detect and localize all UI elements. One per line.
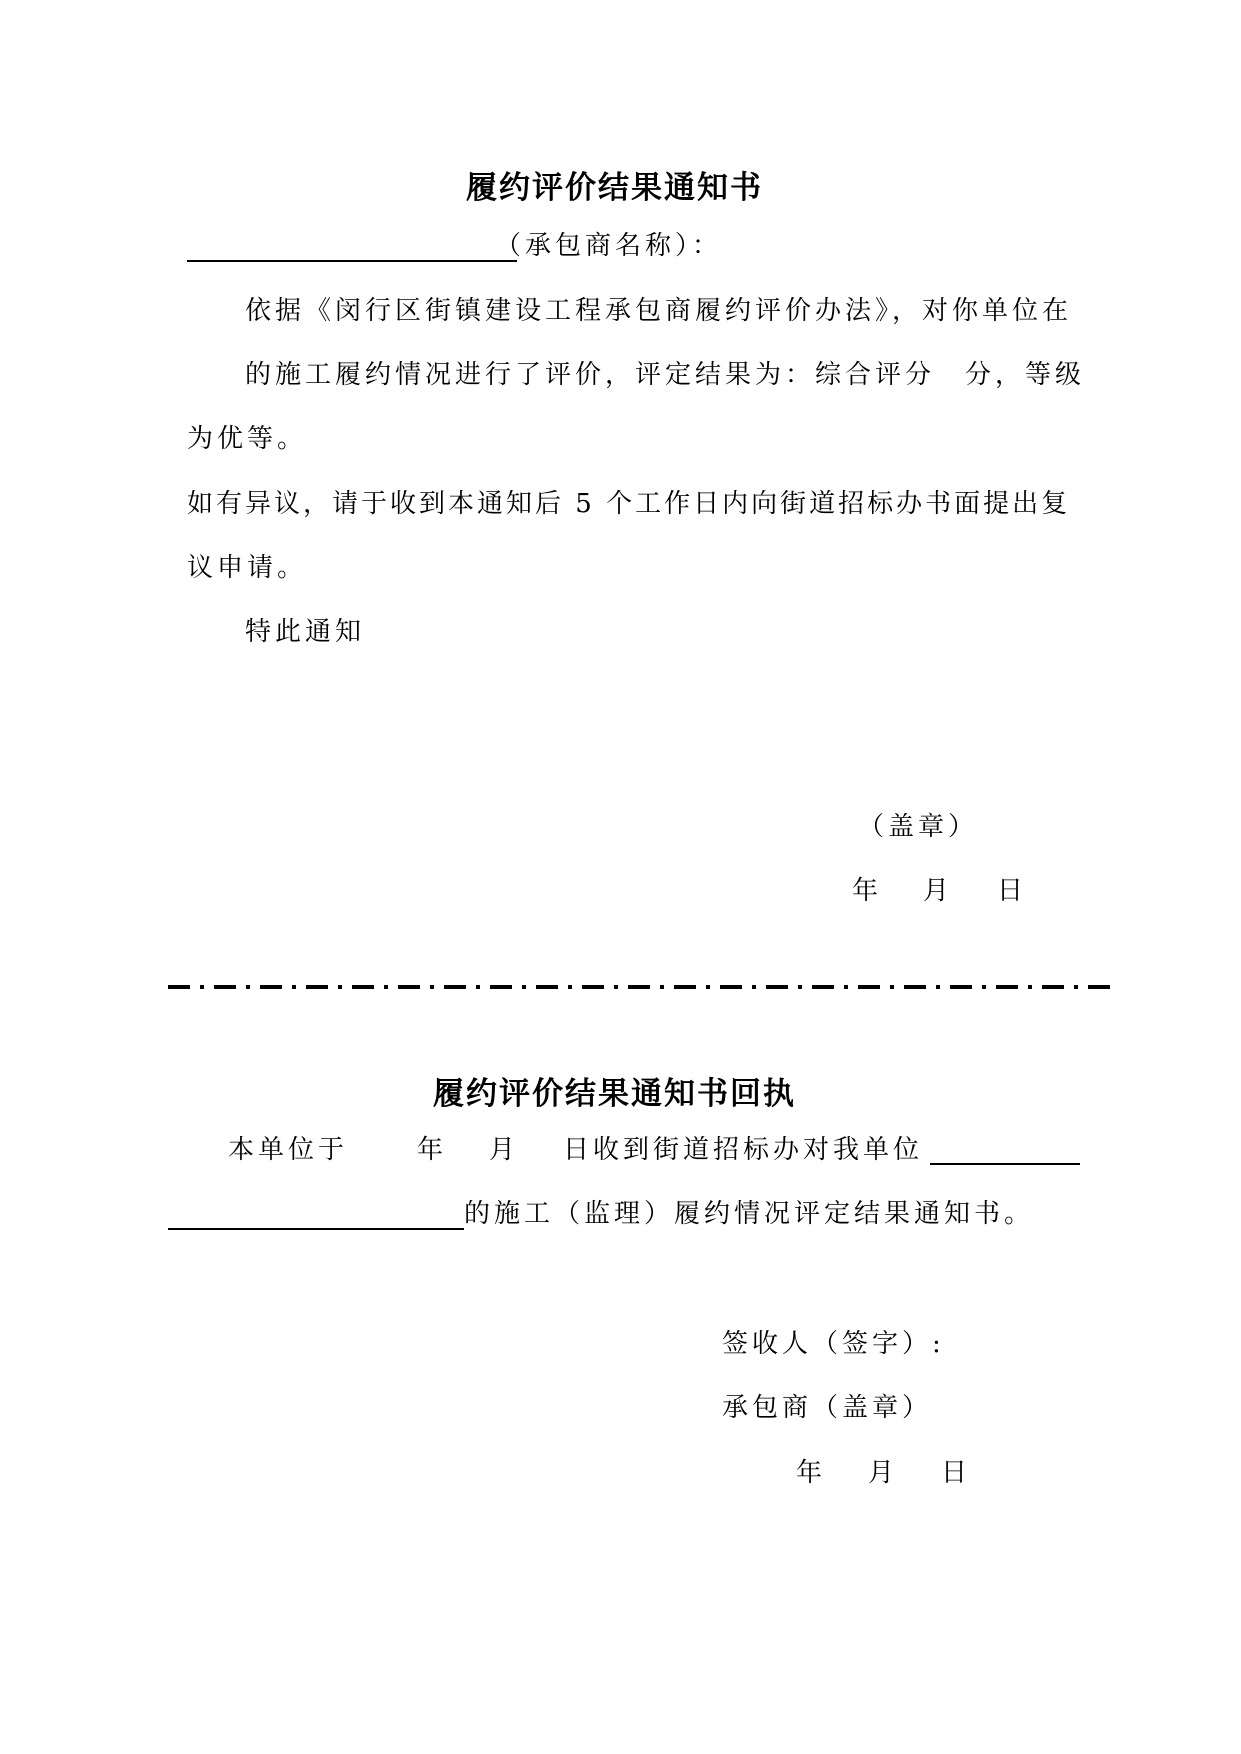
- notice-para1-line2: 的施工履约情况进行了评价，评定结果为：综合评分 分，等级: [245, 360, 1086, 390]
- notice-para2-line1: 如有异议，请于收到本通知后 5 个工作日内向街道招标办书面提出复: [187, 489, 1071, 519]
- receipt-date-month: 月: [868, 1458, 899, 1488]
- receipt-line1-mid: 日收到街道招标办对我单位: [563, 1135, 924, 1165]
- receipt-line1-year: 年: [417, 1135, 448, 1165]
- receipt-line1-prefix: 本单位于: [228, 1135, 349, 1165]
- receipt-title: 履约评价结果通知书回执: [433, 1076, 796, 1112]
- receipt-line2-suffix: 的施工（监理）履约情况评定结果通知书。: [464, 1199, 1035, 1229]
- notice-para1-line1: 依据《闵行区街镇建设工程承包商履约评价办法》，对你单位在: [245, 296, 1073, 326]
- notice-date-year: 年: [852, 876, 883, 906]
- recipient-name-blank[interactable]: [187, 260, 517, 262]
- notice-para2-line2: 议申请。: [187, 553, 308, 583]
- project-name-blank[interactable]: [168, 1228, 464, 1230]
- notice-para1-line3: 为优等。: [187, 424, 308, 454]
- notice-date-month: 月: [923, 876, 954, 906]
- notice-seal-label: （盖章）: [858, 812, 979, 842]
- contractor-name-blank[interactable]: [930, 1163, 1080, 1165]
- notice-title: 履约评价结果通知书: [466, 170, 763, 206]
- receipt-date-day: 日: [941, 1458, 972, 1488]
- cut-line-divider: [168, 985, 1114, 989]
- notice-closing: 特此通知: [245, 617, 366, 647]
- receipt-contractor-seal: 承包商（盖章）: [722, 1393, 933, 1423]
- receipt-signer-label: 签收人（签字）:: [722, 1329, 945, 1359]
- recipient-label: （承包商名称）：: [495, 231, 723, 261]
- notice-date-day: 日: [997, 876, 1028, 906]
- receipt-line1-month: 月: [489, 1135, 520, 1165]
- receipt-date-year: 年: [796, 1458, 827, 1488]
